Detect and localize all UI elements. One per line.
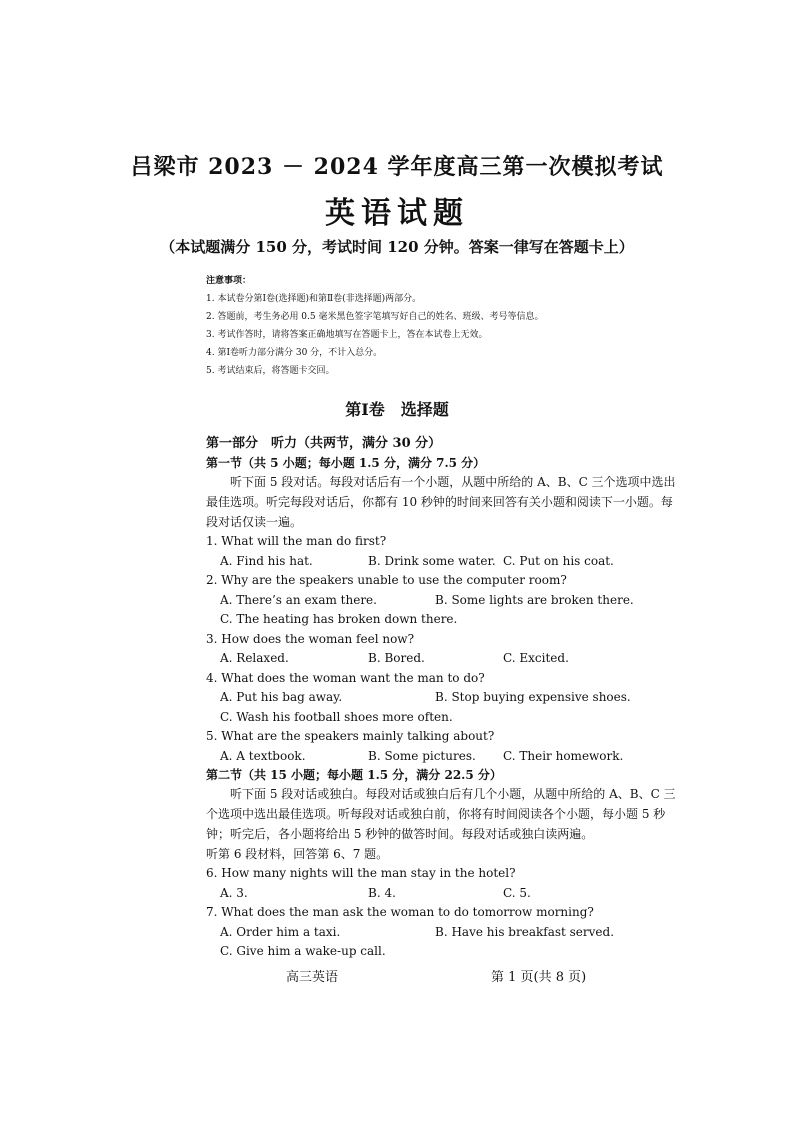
exam-note: （本试题满分 150 分，考试时间 120 分钟。答案一律写在答题卡上） [160,238,634,256]
option-b: B. Have his breakfast served. [435,924,615,939]
option-a: A. Order him a taxi. [220,924,341,939]
footer-subject: 高三英语 [286,970,339,985]
option-b: B. Bored. [368,651,425,665]
question-7: 7. What does the man ask the woman to do tomorrow morning? [206,905,594,919]
volume-title: 第Ⅰ卷 选择题 [345,400,449,419]
options-row [206,552,676,572]
option-b: B. Some pictures. [368,748,476,763]
part1-title: 第一部分 听力（共两节，满分 30 分） [206,436,442,451]
option-c: C. The heating has broken down there. [220,612,458,626]
options-row [206,591,676,611]
notes-item: 2. 答题前，考生务必用 0.5 毫米黑色签字笔填写好自己的姓名、班级、考号等信息。 [206,312,544,322]
notes-block [206,272,676,380]
option-c: C. Give him a wake-up call. [220,944,386,958]
option-c: C. 5. [503,885,531,900]
section2-instructions: 听下面 5 段对话或独白。每段对话或独白后有几个小题，从题中所给的 A、B、C 三个选项中选出最佳选项。听每段对话或独白前，你将有时间阅读各个小题，每小题 5 秒钟；听完后，各小题将给出 5 秒钟的做答时间。每段对话或独白读两遍。 [206,787,676,841]
subject-title: 英语试题 [325,196,469,231]
option-a: A. There’s an exam there. [220,592,377,607]
section1-instructions: 听下面 5 段对话。每段对话后有一个小题，从题中所给的 A、B、C 三个选项中选出最佳选项。听完每段对话后，你都有 10 秒钟的时间来回答有关小题和阅读下一小题。每段对话仅读一遍。 [206,475,676,529]
option-c: C. Excited. [503,651,569,665]
question-1: 1. What will the man do first? [206,534,387,548]
notes-heading: 注意事项： [206,276,252,286]
question-5: 5. What are the speakers mainly talking about? [206,729,495,743]
notes-item: 5. 考试结束后，将答题卡交回。 [206,366,335,376]
option-b: B. Stop buying expensive shoes. [435,690,631,704]
option-a: A. 3. [220,885,248,900]
question-6: 6. How many nights will the man stay in the hotel? [206,866,516,880]
question-4: 4. What does the woman want the man to do? [206,670,485,685]
option-c: C. Wash his football shoes more often. [220,709,453,724]
option-a: A. Relaxed. [220,651,289,665]
options-row [206,884,676,904]
material-note: 听第 6 段材料，回答第 6、7 题。 [206,847,389,861]
exam-title: 吕梁市 2023 － 2024 学年度高三第一次模拟考试 [130,154,664,180]
question-2: 2. Why are the speakers unable to use the computer room? [206,573,567,587]
option-a: A. Find his hat. [220,553,313,568]
option-b: B. 4. [368,885,396,900]
notes-item: 4. 第Ⅰ卷听力部分满分 30 分，不计入总分。 [206,348,383,358]
option-b: B. Drink some water. [368,553,496,568]
option-a: A. A textbook. [220,748,306,763]
option-b: B. Some lights are broken there. [435,592,634,607]
footer-page-number: 第 1 页(共 8 页) [491,970,587,985]
notes-item: 3. 考试作答时，请将答案正确地填写在答题卡上，答在本试卷上无效。 [206,330,488,340]
options-row [206,747,676,767]
options-row [206,688,676,708]
options-row [206,923,676,943]
option-c: C. Put on his coat. [503,553,614,568]
exam-body [206,434,676,962]
option-a: A. Put his bag away. [220,690,343,704]
section1-title: 第一节（共 5 小题；每小题 1.5 分，满分 7.5 分） [206,456,486,470]
option-c: C. Their homework. [503,748,624,763]
question-3: 3. How does the woman feel now? [206,631,415,646]
notes-item: 1. 本试卷分第Ⅰ卷(选择题)和第Ⅱ卷(非选择题)两部分。 [206,294,422,304]
options-row [206,649,676,669]
section2-title: 第二节（共 15 小题；每小题 1.5 分，满分 22.5 分） [206,768,502,782]
